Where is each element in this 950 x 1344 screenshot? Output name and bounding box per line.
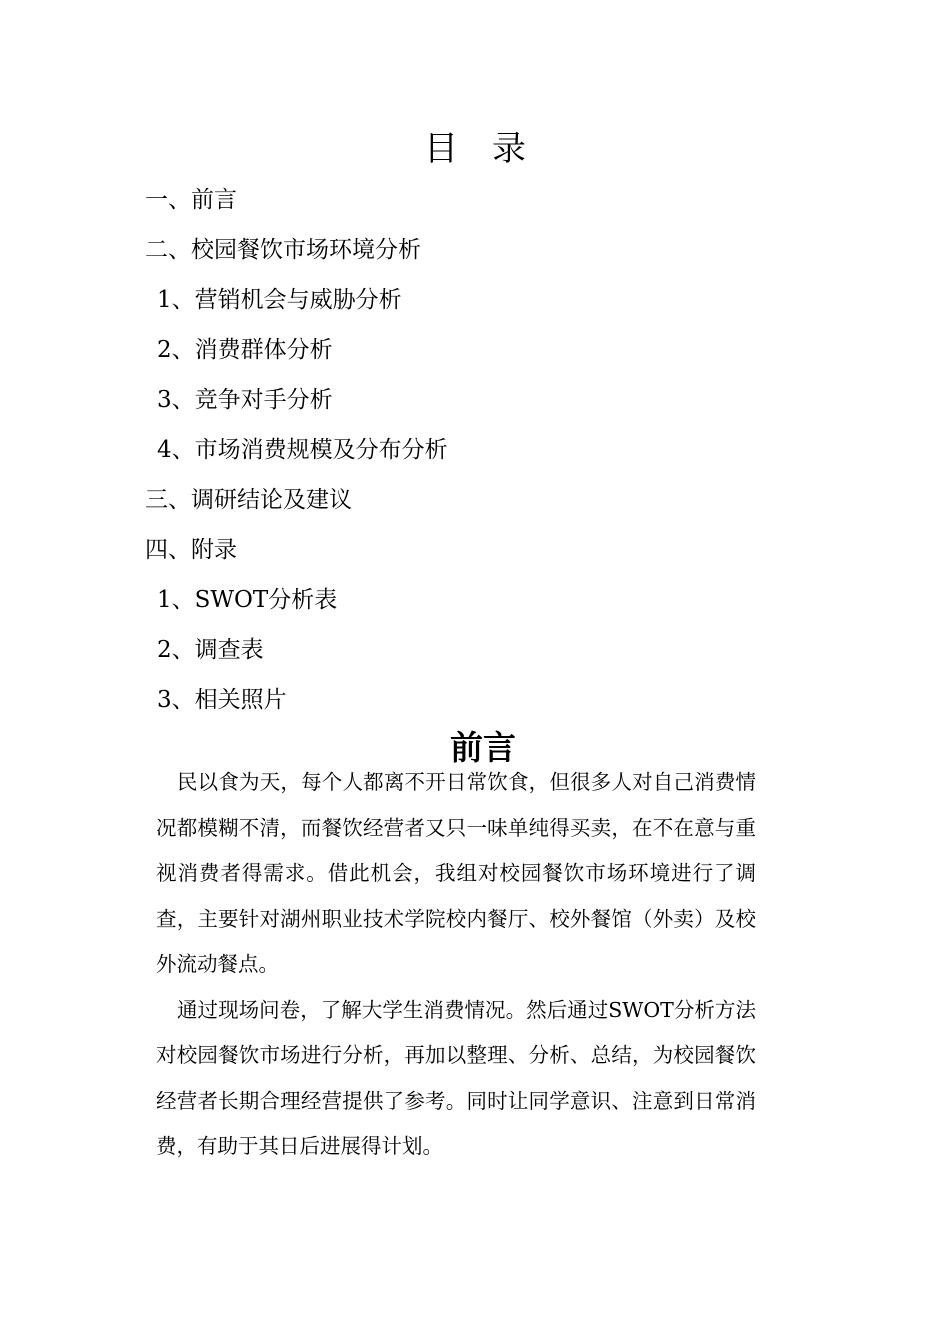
preface-paragraph: 民以食为天，每个人都离不开日常饮食，但很多人对自己消费情况都模糊不清，而餐饮经营者又只一味单纯得买卖，在不在意与重视消费者得需求。借此机会，我组对校园餐饮市场环境进行了调查，主要针对湖州职业技术学院校内餐厅、校外餐馆（外卖）及校外流动餐点。	[156, 770, 756, 976]
toc-subitem: 2、消费群体分析	[157, 337, 333, 363]
toc-list	[145, 176, 448, 726]
toc-item: 三、调研结论及建议	[145, 487, 352, 513]
toc-subitem: 4、市场消费规模及分布分析	[157, 437, 448, 463]
toc-subitem: 2、调查表	[157, 637, 264, 663]
toc-title: 目录	[424, 129, 560, 169]
toc-subitem: 3、相关照片	[157, 687, 287, 713]
preface-body	[156, 760, 756, 1170]
toc-item: 一、前言	[145, 187, 237, 213]
toc-subitem: 1、营销机会与威胁分析	[157, 287, 402, 313]
toc-subitem: 1、SWOT分析表	[157, 587, 338, 613]
toc-subitem: 3、竞争对手分析	[157, 387, 333, 413]
toc-item: 四、附录	[145, 537, 237, 563]
toc-item: 二、校园餐饮市场环境分析	[145, 237, 421, 263]
preface-title: 前言	[450, 728, 516, 767]
preface-paragraph: 通过现场问卷，了解大学生消费情况。然后通过SWOT分析方法对校园餐饮市场进行分析，再加以整理、分析、总结，为校园餐饮经营者长期合理经营提供了参考。同时让同学意识、注意到日常消费，有助于其日后进展得计划。	[156, 997, 756, 1158]
